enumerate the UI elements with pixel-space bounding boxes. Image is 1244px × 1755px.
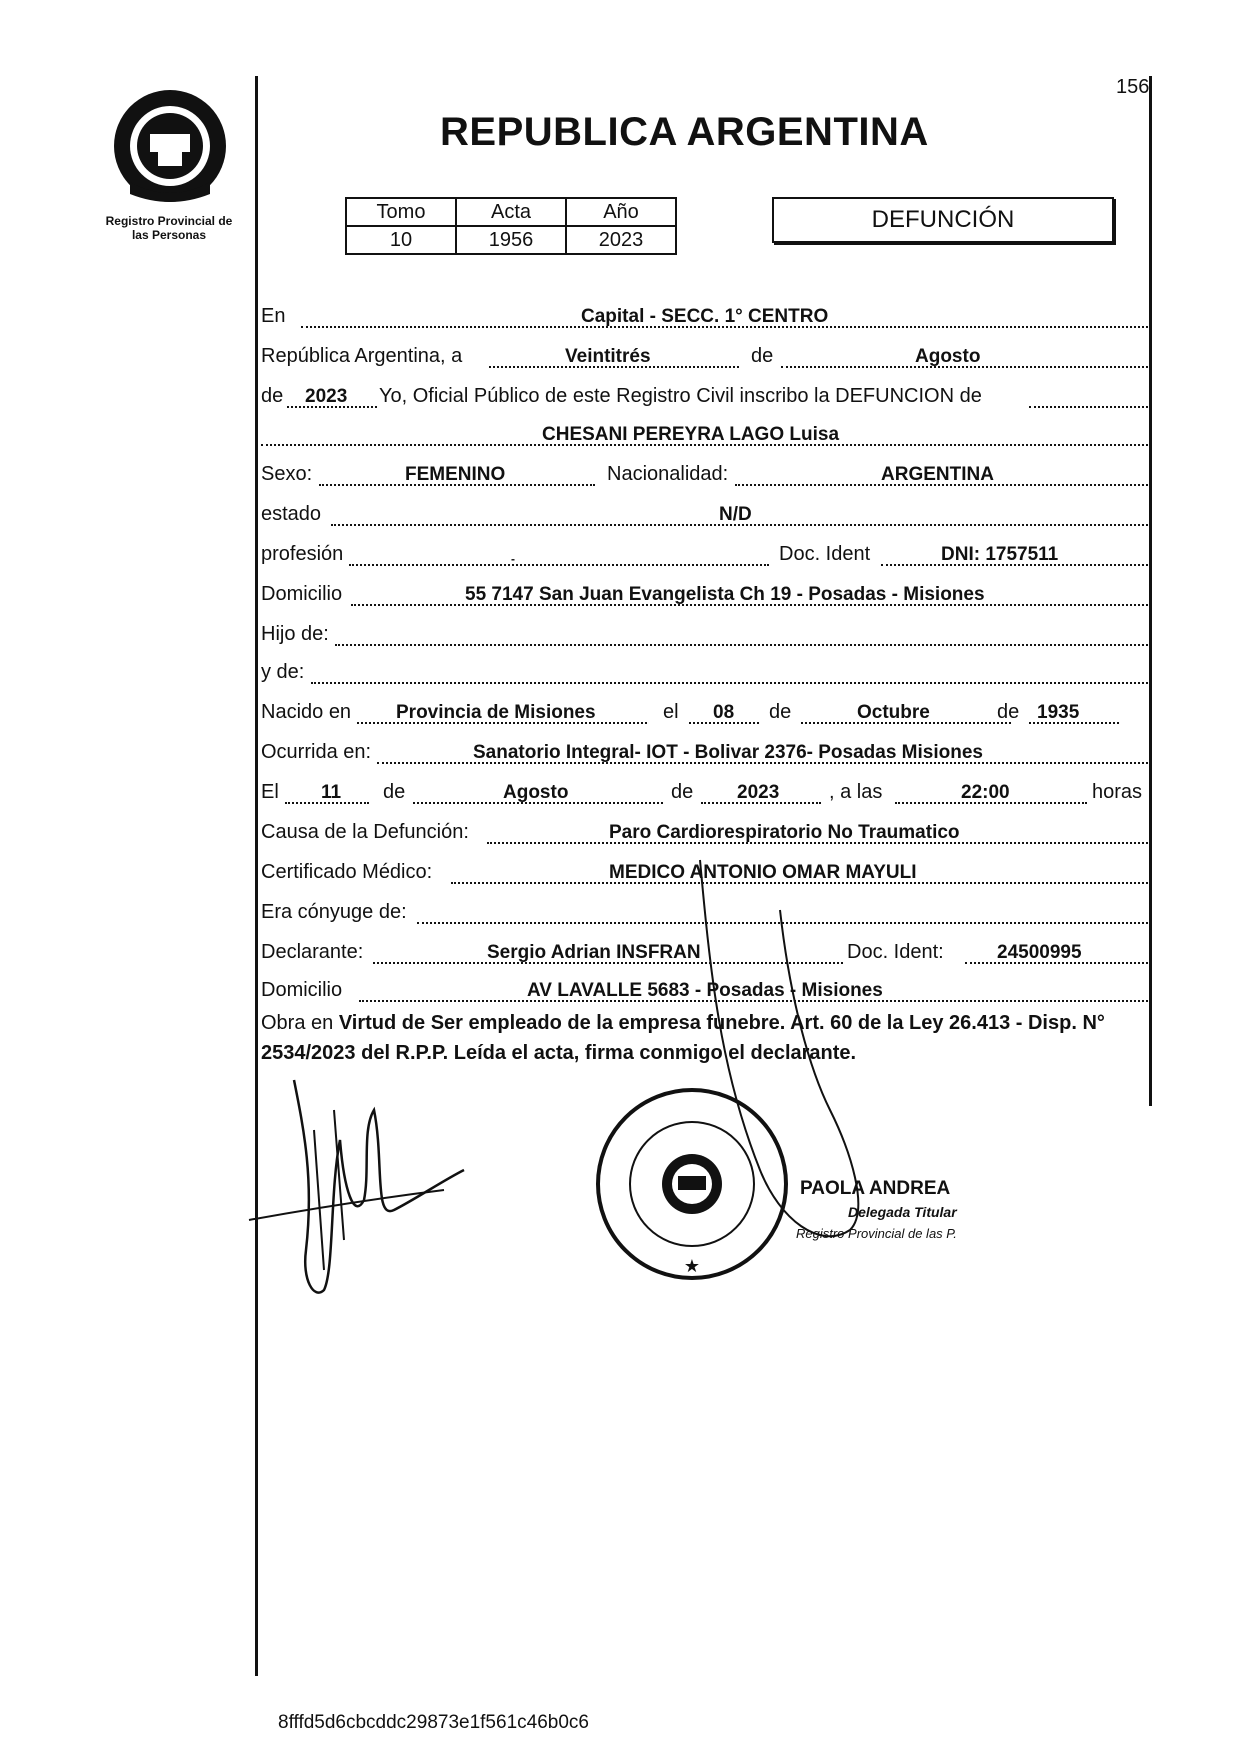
document-hash: 8fffd5d6cbcddc29873e1f561c46b0c6 (278, 1712, 589, 1733)
org-name (84, 214, 254, 242)
ocurrida-label: Ocurrida en: (261, 741, 372, 763)
estado-label: estado (261, 503, 322, 525)
causa-value: Paro Cardiorespiratorio No Traumatico (609, 822, 960, 843)
svg-text:★: ★ (683, 1256, 701, 1277)
de6-label: de (671, 781, 694, 803)
estado-value: N/D (719, 504, 752, 525)
nacionalidad-label: Nacionalidad: (607, 463, 729, 485)
def-hora: 22:00 (961, 782, 1010, 803)
doc2-value: 24500995 (997, 942, 1082, 963)
de4-label: de (997, 701, 1020, 723)
row-nacido (261, 692, 1152, 726)
closing-text: Virtud de Ser empleado de la empresa funebre. Art. 60 de la Ley 26.413 - Disp. N° 2534/2023 del R.P.P. Leída el acta, firma conmigo el declarante. (261, 1012, 1105, 1064)
officer-name: PAOLA ANDREA (800, 1178, 951, 1199)
de3-label: de (769, 701, 792, 723)
sexo-value: FEMENINO (405, 464, 506, 485)
org-name-line1: Registro Provincial de (105, 214, 233, 228)
row-ocurrida (261, 732, 1152, 766)
nombre: CHESANI PEREYRA LAGO Luisa (542, 424, 840, 445)
domicilio-value: 55 7147 San Juan Evangelista Ch 19 - Posadas - Misiones (465, 584, 985, 605)
nac-mes: Octubre (857, 702, 930, 723)
row-sexo (261, 454, 1152, 488)
domicilio-label: Domicilio (261, 583, 343, 605)
de2-label: de (261, 385, 284, 407)
row-en (261, 296, 1152, 330)
conyuge-label: Era cónyuge de: (261, 901, 407, 923)
nacido-lugar: Provincia de Misiones (396, 702, 596, 723)
declarante-label: Declarante: (261, 941, 364, 963)
provincial-seal-logo (110, 86, 230, 206)
row-fecha-defuncion (261, 772, 1152, 806)
row-fecha (261, 336, 1152, 370)
profesion-value: - (511, 552, 515, 566)
row-hijo (261, 614, 1152, 648)
page-number: 156 (1116, 76, 1150, 98)
doc2-label: Doc. Ident: (847, 941, 944, 963)
record-type-box: DEFUNCIÓN (772, 197, 1114, 243)
de5-label: de (383, 781, 406, 803)
tomo-value: 10 (346, 226, 456, 254)
cert-label: Certificado Médico: (261, 861, 433, 883)
el-label: el (663, 701, 679, 723)
row-yde (261, 652, 1152, 686)
yo-text: Yo, Oficial Público de este Registro Civil inscribo la DEFUNCION de (379, 385, 982, 407)
row-inscribo (261, 376, 1152, 410)
el2-label: El (261, 781, 279, 803)
domicilio2-value: AV LAVALLE 5683 - Posadas - Misiones (527, 980, 883, 1001)
row-nombre (261, 414, 1152, 448)
anio-acta: 2023 (305, 386, 348, 407)
anio-label: Año (566, 198, 676, 226)
republica-label: República Argentina, a (261, 345, 463, 367)
domicilio2-label: Domicilio (261, 979, 343, 1001)
de-label: de (751, 345, 774, 367)
def-mes: Agosto (503, 782, 569, 803)
row-domicilio (261, 574, 1152, 608)
sexo-label: Sexo: (261, 463, 313, 485)
row-estado (261, 494, 1152, 528)
doc-label: Doc. Ident (779, 543, 871, 565)
document-title: REPUBLICA ARGENTINA (440, 110, 929, 154)
obra-label: Obra en (261, 1012, 334, 1034)
nac-anio: 1935 (1037, 702, 1080, 723)
acta-value: 1956 (456, 226, 566, 254)
left-margin-line (255, 76, 258, 1676)
cert-value: MEDICO ANTONIO OMAR MAYULI (609, 862, 917, 883)
acta-label: Acta (456, 198, 566, 226)
nacionalidad-value: ARGENTINA (881, 464, 994, 485)
tomo-label: Tomo (346, 198, 456, 226)
en-label: En (261, 305, 286, 327)
nac-dia: 08 (713, 702, 735, 723)
horas-label: horas (1092, 781, 1143, 803)
doc-value: DNI: 1757511 (941, 544, 1059, 565)
alas-label: , a las (829, 781, 883, 803)
officer-role: Delegada Titular (848, 1204, 957, 1220)
org-name-line2: las Personas (131, 228, 207, 242)
hijo-label: Hijo de: (261, 623, 329, 645)
declarante-value: Sergio Adrian INSFRAN (487, 942, 701, 963)
row-profesion (261, 534, 1152, 568)
anio-value: 2023 (566, 226, 676, 254)
row-causa (261, 812, 1152, 846)
declarant-signature (244, 1070, 474, 1310)
officer-org: Registro Provincial de las P. (796, 1226, 957, 1241)
yde-label: y de: (261, 661, 305, 683)
def-anio: 2023 (737, 782, 780, 803)
mes-texto: Agosto (915, 346, 981, 367)
register-table (345, 197, 677, 255)
def-dia: 11 (321, 782, 342, 803)
nacido-label: Nacido en (261, 701, 352, 723)
profesion-label: profesión (261, 543, 344, 565)
dia-texto: Veintitrés (565, 346, 651, 367)
causa-label: Causa de la Defunción: (261, 821, 469, 843)
en-value: Capital - SECC. 1° CENTRO (581, 306, 829, 327)
ocurrida-value: Sanatorio Integral- IOT - Bolivar 2376- Posadas Misiones (473, 742, 983, 763)
